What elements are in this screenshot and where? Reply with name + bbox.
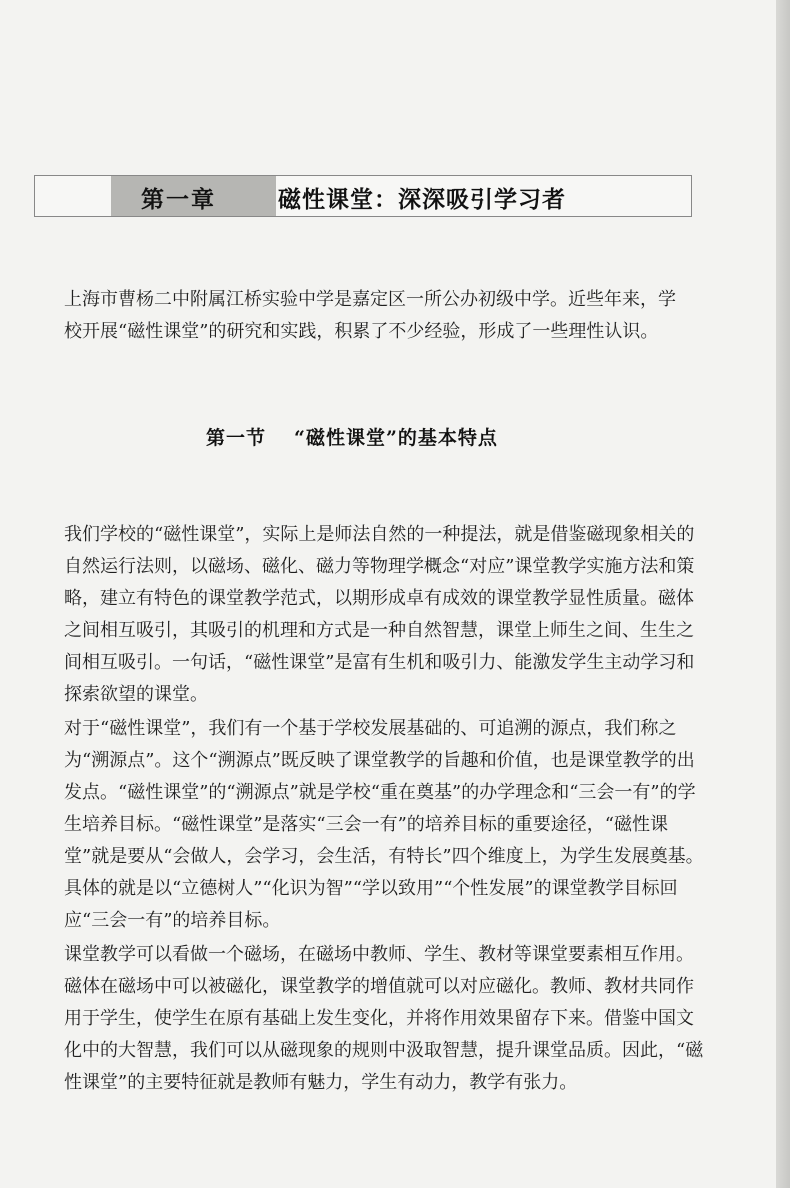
intro-text — [64, 284, 692, 348]
chapter-label: 第一章 — [141, 186, 216, 213]
body-paragraph-1: 我们学校的“磁性课堂”，实际上是师法自然的一种提法，就是借鉴磁现象相关的自然运行法则，以磁场、磁化、磁力等物理学概念“对应”课堂教学实施方法和策略，建立有特色的课堂教学范式，以期形成卓有成效的课堂教学显性质量。磁体之间相互吸引，其吸引的机理和方式是一种自然智慧，课堂上师生之间、生生之间相互吸引。一句话，“磁性课堂”是富有生机和吸引力、能激发学生主动学习和探索欲望的课堂。 — [64, 524, 695, 705]
body-paragraph-2: 对于“磁性课堂”，我们有一个基于学校发展基础的、可追溯的源点，我们称之为“溯源点”。这个“溯源点”既反映了课堂教学的旨趣和价值，也是课堂教学的出发点。“磁性课堂”的“溯源点”就是学校“重在奠基”的办学理念和“三会一有”的学生培养目标。“磁性课堂”是落实“三会一有”的培养目标的重要途径，“磁性课堂”就是要从“会做人，会学习，会生活，有特长”四个维度上，为学生发展奠基。具体的就是以“立德树人”“化识为智”“学以致用”“个性发展”的课堂教学目标回应“三会一有”的培养目标。 — [64, 718, 704, 931]
section-body — [64, 519, 708, 1101]
chapter-title: 磁性课堂：深深吸引学习者 — [278, 186, 566, 213]
section-label: 第一节 — [206, 427, 267, 449]
intro-paragraph: 上海市曹杨二中附属江桥实验中学是嘉定区一所公办初级中学。近些年来，学校开展“磁性课堂”的研究和实践，积累了不少经验，形成了一些理性认识。 — [64, 289, 676, 342]
body-paragraph-3: 课堂教学可以看做一个磁场，在磁场中教师、学生、教材等课堂要素相互作用。磁体在磁场中可以被磁化，课堂教学的增值就可以对应磁化。教师、教材共同作用于学生，使学生在原有基础上发生变化，并将作用效果留存下来。借鉴中国文化中的大智慧，我们可以从磁现象的规则中汲取智慧，提升课堂品质。因此，“磁性课堂”的主要特征就是教师有魅力，学生有动力，教学有张力。 — [64, 944, 704, 1093]
section-title: “磁性课堂”的基本特点 — [294, 427, 498, 449]
section-heading — [206, 423, 498, 450]
chapter-header — [34, 175, 692, 217]
page-spine-edge — [776, 0, 790, 1188]
